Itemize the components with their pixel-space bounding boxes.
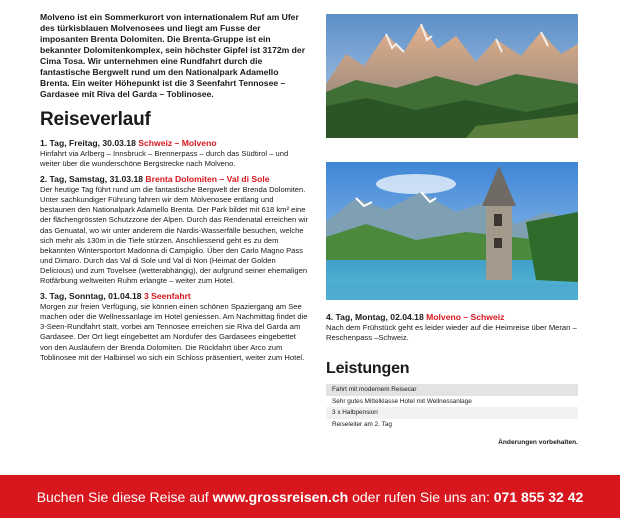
reschensee-tower-photo	[326, 162, 578, 300]
footer-phone[interactable]: 071 855 32 42	[493, 488, 584, 505]
day-4-text: Nach dem Frühstück geht es leider wieder auf die Heimreise über Meran – Reschenpass –Schweiz.	[326, 323, 577, 343]
day-4-date: 4. Tag, Montag, 02.04.18	[326, 312, 424, 322]
day-1-text: Hinfahrt via Arlberg – Innsbruck – Brennerpass – durch das Südtirol – und weiter über die wunderschöne Bergstrecke nach Molveno.	[40, 149, 289, 169]
leistung-item: Fahrt mit modernem Reisecar	[326, 384, 578, 396]
leistung-item: Sehr gutes Mittelklasse Hotel mit Wellnessanlage	[326, 396, 578, 408]
day-3-date: 3. Tag, Sonntag, 01.04.18	[40, 291, 142, 302]
day-3-text: Morgen zur freien Verfügung, sie können einen schönen Spaziergang am See machen oder die Wellnessanlage im Hotel geniessen. Am Nachmittag findet die 3-Seen-Rundfahrt statt, vorbei am Tennosee erreichen sie Riva del Garda am Gardasee. Der Ort liegt eingebettet am Nordufer des Gardasees eingebettet von den Ausläufern der Brenda Dolomiten. Die Rückfahrt über Arco zum Toblinosee mit der Halbinsel wo sich ein Schloss präsentiert, weiter zum Hotel.	[40, 302, 308, 362]
day-2-text: Der heutige Tag führt rund um die fantastische Bergwelt der Brenda Dolomiten. Unter sachkundiger Führung fahren wir dem Molvenosee entlang und bestaunen den Nationalpark Adamello Brenta. Der Park bildet mit 618 km² eine der flächengrössten Schutzzone der Alpen. Durch das Rendenatal erreichen wir das Genuatal, wo wir unter anderem die Nardis-Wasserfälle besuchen, welche sich mehr als 130m in die Tiefe stürzen. Anschliessend geht es zu dem bekannten Wintersportort Madonna di Campiglio. Über den Carlo Magno Pass und Dimaro. Durch das Val di Sole und Val di Non (Heimat der Golden Delicious) und zum Tovelsee (wetterabhängig), der aufgrund seiner ehemaligen Rotfärbung weltweiten Ruhm erlangte – weiter zum Hotel.	[40, 185, 309, 286]
day-1-heading	[40, 138, 310, 149]
day-2-heading	[40, 174, 310, 185]
leistungen-section	[326, 360, 578, 430]
day-2-date: 2. Tag, Samstag, 31.03.18	[40, 174, 144, 185]
intro-text: Molveno ist ein Sommerkurort von internationalem Ruf am Ufer des türkisblauen Molvenosees und liegt am Fusse der imposanten Brenta Dolomiten. Die Brenta-Gruppe ist ein bekannter Dolomitenkomplex, sein höchster Gipfel ist 3172m der Cima Tosa. Wir unternehmen eine Rundfahrt durch die fantastische Bergwelt rund um den Nationalpark Adamello Brenta. Ein weiter Höhepunkt ist die 3 Seenfahrt Tennosee – Gardasee mit Riva del Garda – Toblinosee.	[40, 12, 306, 99]
footer-middle: oder rufen Sie uns an:	[348, 488, 494, 505]
day-3-route: 3 Seenfahrt	[143, 291, 191, 302]
reiseverlauf-heading: Reiseverlauf	[40, 109, 151, 130]
day-1-route: Schweiz – Molveno	[138, 138, 217, 148]
day-1	[40, 138, 310, 169]
leistungen-heading: Leistungen	[326, 360, 410, 377]
left-column	[40, 12, 310, 368]
dolomites-photo	[326, 14, 578, 138]
footer-website-link[interactable]: www.grossreisen.ch	[212, 488, 349, 505]
disclaimer-note: Änderungen vorbehalten.	[498, 439, 578, 446]
day-4	[326, 312, 586, 343]
day-3-heading	[40, 291, 310, 302]
day-1-date: 1. Tag, Freitag, 30.03.18	[40, 138, 136, 148]
day-4-route: Molveno – Schweiz	[426, 312, 505, 322]
day-4-heading	[326, 312, 586, 323]
leistung-item: 3 x Halbpension	[326, 407, 578, 419]
day-2-route: Brenta Dolomiten – Val di Sole	[145, 174, 270, 185]
booking-footer	[0, 475, 620, 518]
leistung-item: Reiseleiter am 2. Tag	[326, 419, 578, 431]
day-3	[40, 291, 310, 363]
footer-prefix: Buchen Sie diese Reise auf	[36, 488, 213, 505]
day-2	[40, 174, 310, 286]
